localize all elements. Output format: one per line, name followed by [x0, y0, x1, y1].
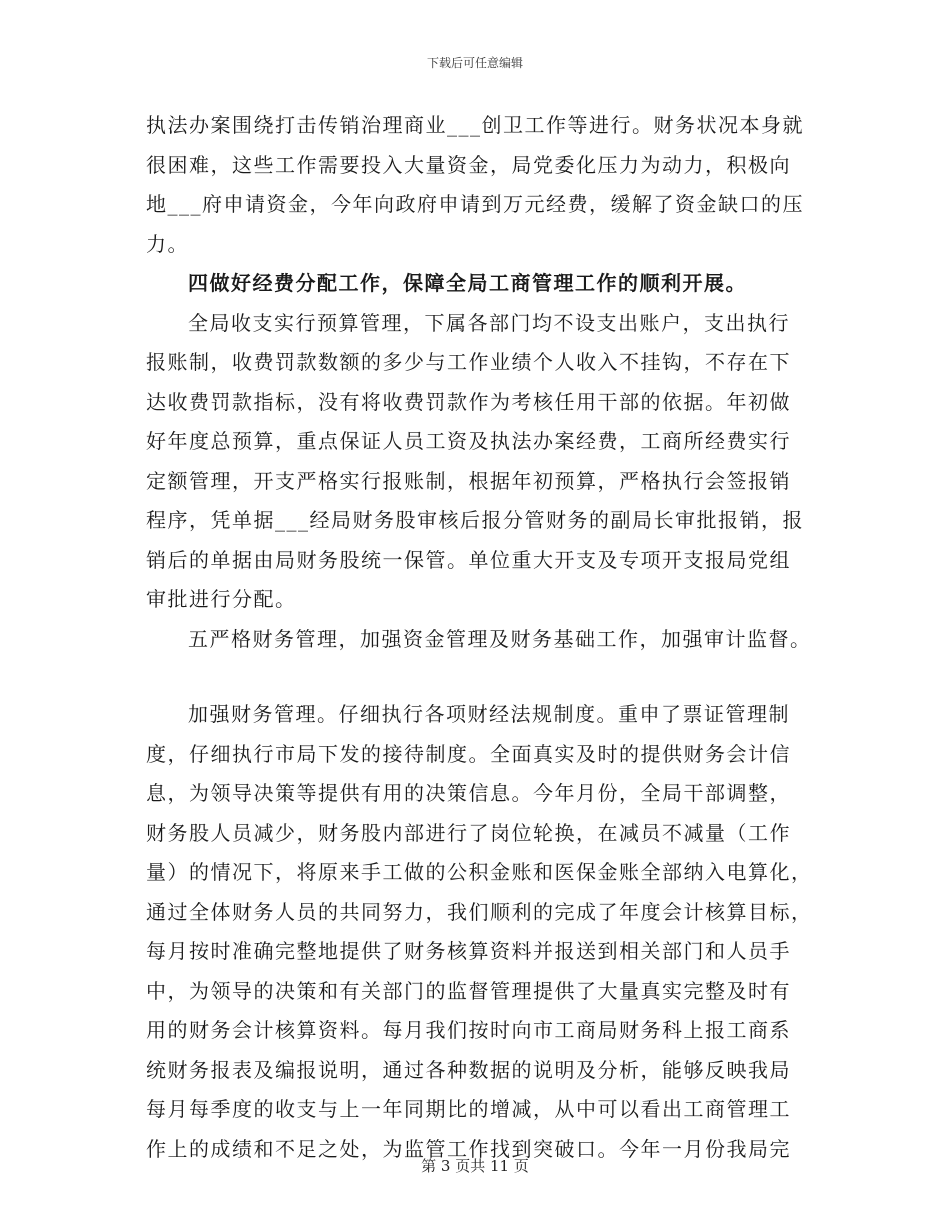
- text-line: 好年度总预算，重点保证人员工资及执法办案经费，工商所经费实行: [146, 429, 791, 453]
- text-line: 审批进行分配。: [146, 587, 297, 611]
- section-heading-5: 五严格财务管理，加强资金管理及财务基础工作，加强审计监督。: [188, 626, 812, 651]
- text-line: 很困难，这些工作需要投入大量资金，局党委化压力为动力，积极向: [146, 152, 791, 177]
- text-line: 全局收支实行预算管理，下属各部门均不设支出账户，支出执行: [188, 310, 790, 335]
- text-line: 通过全体财务人员的共同努力，我们顺利的完成了年度会计核算目标，: [146, 899, 813, 924]
- document-body: [146, 106, 813, 1169]
- text-line: 定额管理，开支严格实行报账制，根据年初预算，严格执行会签报销: [146, 468, 791, 493]
- text-line: 统财务报表及编报说明，通过各种数据的说明及分析，能够反映我局: [146, 1057, 791, 1082]
- text-line: 每月按时准确完整地提供了财务核算资料并报送到相关部门和人员手: [146, 939, 791, 963]
- text-line: 达收费罚款指标，没有将收费罚款作为考核任用干部的依据。年初做: [146, 389, 791, 414]
- section-heading-4: 四做好经费分配工作，保障全局工商管理工作的顺利开展。: [188, 271, 747, 295]
- page-header: 下载后可任意编辑: [426, 56, 523, 70]
- text-line: 息，为领导决策等提供有用的决策信息。今年月份，全局干部调整，: [146, 781, 791, 805]
- text-line: 销后的单据由局财务股统一保管。单位重大开支及专项开支报局党组: [146, 547, 791, 572]
- text-line: 地___府申请资金，今年向政府申请到万元经费，缓解了资金缺口的压: [146, 192, 804, 216]
- text-line: 执法办案围绕打击传销治理商业___创卫工作等进行。财务状况本身就: [146, 113, 804, 137]
- text-line: 度，仔细执行市局下发的接待制度。全面真实及时的提供财务会计信: [146, 741, 791, 766]
- text-line: 程序，凭单据___经局财务股审核后报分管财务的副局长审批报销，报: [146, 508, 804, 532]
- text-line: 作上的成绩和不足之处，为监管工作找到突破口。今年一月份我局完: [146, 1136, 791, 1161]
- text-line: 财务股人员减少，财务股内部进行了岗位轮换，在减员不减量（工作: [146, 820, 791, 845]
- text-line: 中，为领导的决策和有关部门的监督管理提供了大量真实完整及时有: [146, 978, 791, 1003]
- text-line: 报账制，收费罚款数额的多少与工作业绩个人收入不挂钩，不存在下: [146, 350, 791, 374]
- paragraph-3: [146, 695, 813, 1169]
- page-footer: 第 3 页共 11 页: [421, 1157, 529, 1175]
- text-line: 量）的情况下，将原来手工做的公积金账和医保金账全部纳入电算化，: [146, 860, 813, 884]
- text-line: 用的财务会计核算资料。每月我们按时向市工商局财务科上报工商系: [146, 1018, 791, 1042]
- paragraph-1: [146, 106, 810, 264]
- paragraph-gap: [146, 659, 810, 695]
- paragraph-2: [146, 304, 810, 620]
- text-line: 力。: [146, 231, 189, 256]
- text-line: 每月每季度的收支与上一年同期比的增减，从中可以看出工商管理工: [146, 1097, 791, 1121]
- text-line: 加强财务管理。仔细执行各项财经法规制度。重申了票证管理制: [188, 702, 790, 726]
